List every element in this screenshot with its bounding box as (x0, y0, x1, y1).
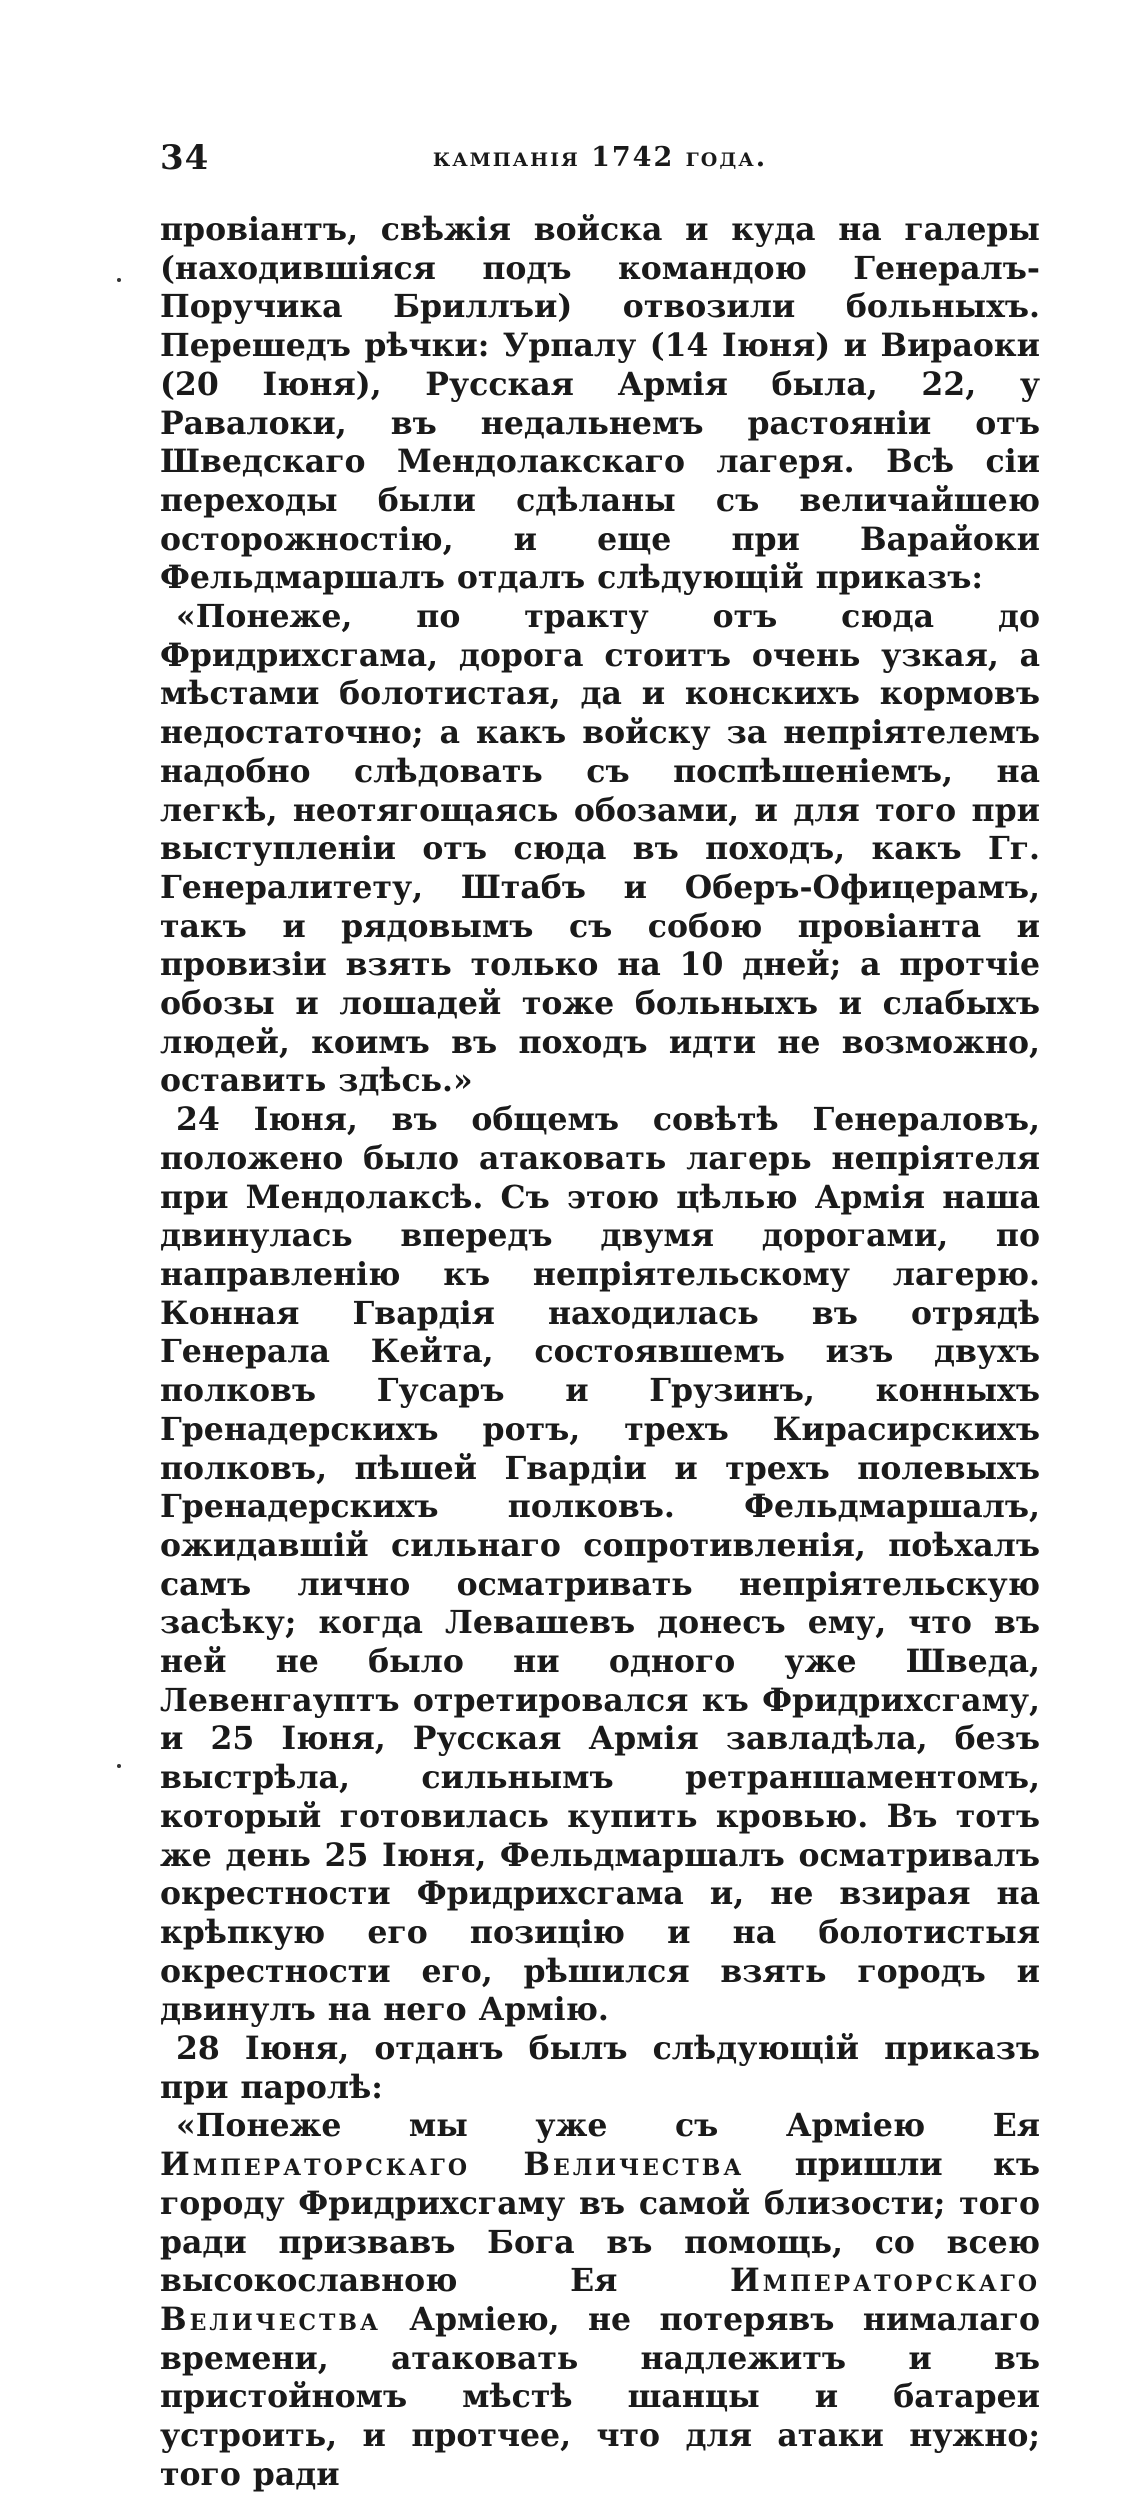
body-text (160, 211, 1040, 2494)
paragraph-provisions: провіантъ, свѣжія войска и куда на галеры (находившіяся подъ командою Генералъ-Поручика Бриллъи) отвозили больныхъ. Перешедъ рѣчки: Урпалу (14 Іюня) и Вираоки (20 Іюня), Русская Армія была, 22, у Равалоки, въ недальнемъ растояніи отъ Шведскаго Мендолакскаго лагеря. Всѣ сіи переходы были сдѣланы съ величайшею осторожностію, и еще при Варайоки Фельдмаршалъ отдалъ слѣдующій приказъ: (160, 211, 1040, 597)
margin-speck (117, 278, 121, 282)
quote-segment: пришли къ городу Фридрихсгаму въ самой близости; того ради призвавъ Бога въ помощь, со всею высокославною Ея (160, 2146, 1041, 2300)
imperial-title: Императорскаго Величества (160, 2146, 745, 2184)
page-header (160, 138, 1040, 188)
paragraph-order-quote-2 (160, 2107, 1040, 2494)
imperial-title: Императорскаго Величества (160, 2262, 1040, 2338)
quote-segment: «Понеже мы уже съ Арміею Ея (176, 2107, 1040, 2145)
paragraph-june-24: 24 Іюня, въ общемъ совѣтѣ Генераловъ, положено было атаковать лагерь непріятеля при Мендолаксѣ. Съ этою цѣлью Армія наша двинулась впередъ двумя дорогами, по направленію къ непріятельскому лагерю. Конная Гвардія находилась въ отрядѣ Генерала Кейта, состоявшемъ изъ двухъ полковъ Гусаръ и Грузинъ, конныхъ Гренадерскихъ ротъ, трехъ Кирасирскихъ полковъ, пѣшей Гвардіи и трехъ полевыхъ Гренадерскихъ полковъ. Фельдмаршалъ, ожидавшій сильнаго сопротивленія, поѣхалъ самъ лично осматривать непріятельскую засѣку; когда Левашевъ донесъ ему, что въ ней не было ни одного уже Шведа, Левенгауптъ отретировался къ Фридрихсгаму, и 25 Іюня, Русская Армія завладѣла, безъ выстрѣла, сильнымъ ретраншаментомъ, который готовилась купить кровью. Въ тотъ же день 25 Іюня, Фельдмаршалъ осматривалъ окрестности Фридрихсгама и, не взирая на крѣпкую его позицію и на болотистыя окрестности его, рѣшился взять городъ и двинулъ на него Армію. (160, 1101, 1040, 2029)
running-title: кампанія 1742 года. (432, 142, 768, 173)
page-number: 34 (160, 138, 210, 178)
paragraph-june-28: 28 Іюня, отданъ былъ слѣдующій приказъ при паролѣ: (160, 2030, 1040, 2106)
paragraph-order-quote: «Понеже, по тракту отъ сюда до Фридрихсгама, дорога стоитъ очень узкая, а мѣстами болотистая, да и конскихъ кормовъ недостаточно; а какъ войску за непріятелемъ надобно слѣдовать съ поспѣшеніемъ, на легкѣ, неотягощаясь обозами, и для того при выступленіи отъ сюда въ походъ, какъ Гг. Генералитету, Штабъ и Оберъ-Офицерамъ, такъ и рядовымъ съ собою провіанта и провизіи взять только на 10 дней; а протчіе обозы и лошадей тоже больныхъ и слабыхъ людей, коимъ въ походъ идти не возможно, оставить здѣсь.» (160, 598, 1040, 1100)
margin-speck (117, 1764, 121, 1768)
quote-segment: Арміею, не потерявъ нималаго времени, атаковать надлежитъ и въ пристойномъ мѣстѣ шанцы и батареи устроить, и протчее, что для атаки нужно; того ради (160, 2300, 1040, 2493)
